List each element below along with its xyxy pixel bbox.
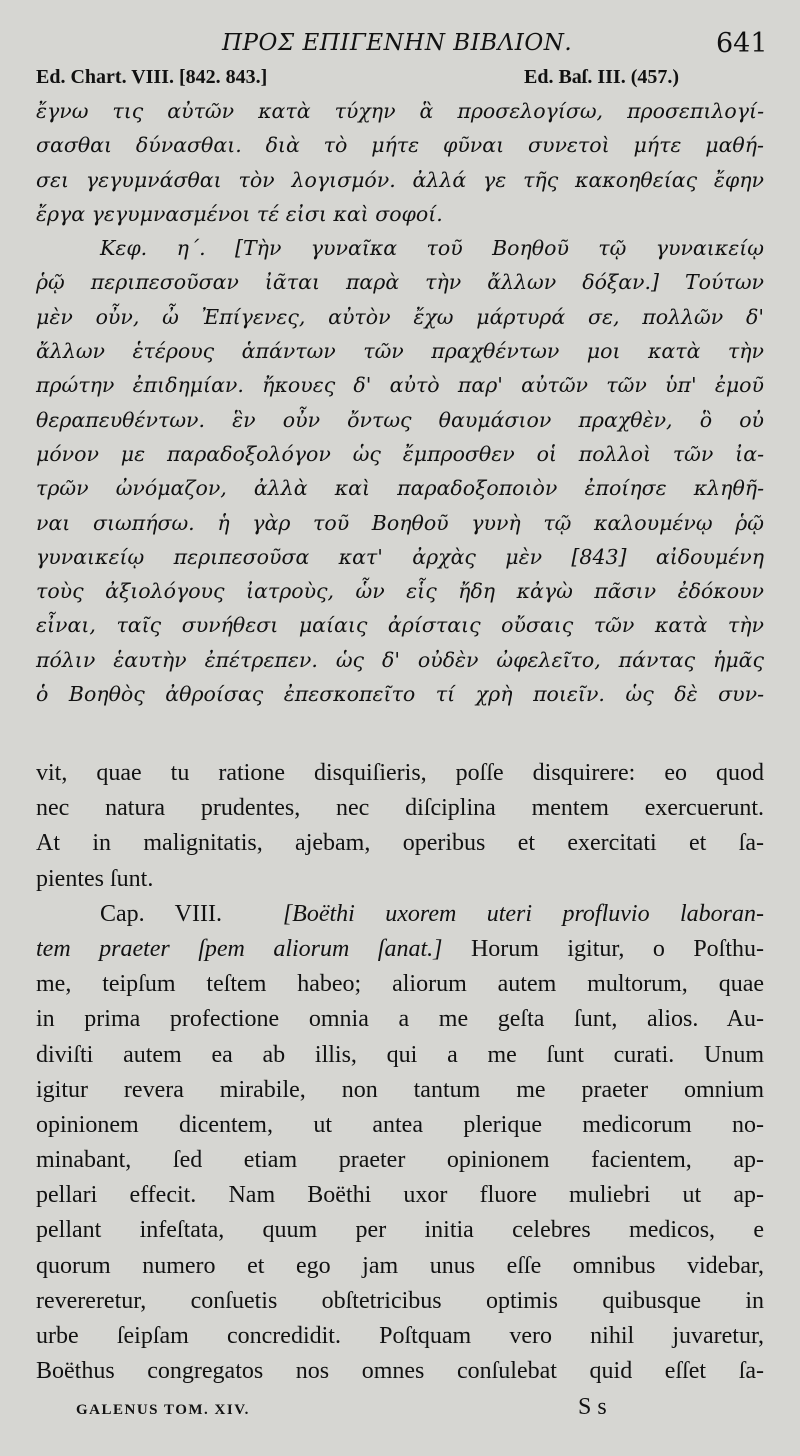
latin-line: diviſti autem ea ab illis, qui a me ſunt curati. Unum <box>36 1041 764 1068</box>
latin-line: in prima profectione omnia a me geſta ſunt, alios. Au- <box>36 1006 764 1033</box>
greek-line: ῥῷ περιπεσοῦσαν ἰᾶται παρὰ τὴν ἄλλων δόξαν.] Τούτων <box>36 270 764 295</box>
greek-line: μόνον με παραδοξολόγον ὡς ἔμπροσθεν οἱ πολλοὶ τῶν ἰα- <box>36 441 764 466</box>
edition-chart-reference: Ed. Chart. VIII. [842. 843.] <box>36 66 268 88</box>
greek-line: μὲν οὖν, ὦ Ἐπίγενες, αὐτὸν ἔχω μάρτυρά σε, πολλῶν δ' <box>36 304 764 329</box>
greek-line: πόλιν ἑαυτὴν ἐπέτρεπεν. ὡς δ' οὐδὲν ὠφελεῖτο, πάντας ἡμᾶς <box>36 647 764 672</box>
greek-line: σασθαι δύνασθαι. διὰ τὸ μήτε φῦναι συνετοὶ μήτε μαθή- <box>36 133 764 158</box>
chapter-summary-cont: tem praeter ſpem aliorum ſanat.] <box>36 935 443 962</box>
latin-line: me, teipſum teſtem habeo; aliorum autem multorum, quae <box>36 971 764 998</box>
greek-line: ἔργα γεγυμνασμένοι τέ εἰσι καὶ σοφοί. <box>36 201 443 226</box>
edition-basel-reference: Ed. Baſ. III. (457.) <box>524 66 680 88</box>
chapter-summary: [Boëthi uxorem uteri profluvio laboran- <box>282 900 764 927</box>
greek-line: γυναικείῳ περιπεσοῦσα κατ' ἀρχὰς μὲν [843] αἰδουμένη <box>36 544 764 569</box>
latin-line: urbe ſeipſam concredidit. Poſtquam vero nihil juvaretur, <box>36 1323 764 1349</box>
latin-line-text: Horum igitur, o Poſthu- <box>470 935 765 962</box>
latin-line: pientes ſunt. <box>36 865 154 892</box>
chapter-label: Cap. VIII. <box>100 900 222 927</box>
footer-volume-line: GALENUS TOM. XIV. <box>76 1402 250 1418</box>
greek-line: θεραπευθέντων. ἓν οὖν ὄντως θαυμάσιον πραχθὲν, ὃ οὐ <box>36 407 764 432</box>
latin-line: minabant, ſed etiam praeter opinionem facientem, ap- <box>36 1147 764 1174</box>
latin-line: revereretur, conſuetis obſtetricibus optimis quibusque in <box>36 1287 764 1314</box>
latin-chapter-heading-line <box>36 897 764 932</box>
greek-line: πρώτην ἐπιδημίαν. ἤκουες δ' αὐτὸ παρ' αὐτῶν τῶν ὑπ' ἐμοῦ <box>36 373 764 398</box>
greek-line: ἄλλων ἑτέρους ἁπάντων τῶν πραχθέντων μοι κατὰ τὴν <box>36 339 764 364</box>
latin-line: pellant infeſtata, quum per initia celebres medicos, e <box>36 1217 764 1244</box>
greek-line: σει γεγυμνάσθαι τὸν λογισμόν. ἀλλά γε τῆς κακοηθείας ἔφην <box>36 167 764 192</box>
latin-line: quorum numero et ego jam unus eſſe omnibus videbar, <box>36 1252 764 1279</box>
latin-line: nec natura prudentes, nec diſciplina mentem exercuerunt. <box>36 795 764 822</box>
signature-mark: S s <box>578 1394 607 1420</box>
page-number: 641 <box>716 28 768 59</box>
latin-line: vit, quae tu ratione disquiſieris, poſſe disquirere: eo quod <box>36 760 764 786</box>
greek-line: ναι σιωπήσω. ἡ γὰρ τοῦ Βοηθοῦ γυνὴ τῷ καλουμένῳ ῥῷ <box>36 510 764 535</box>
latin-line: igitur revera mirabile, non tantum me praeter omnium <box>36 1076 764 1103</box>
greek-line: εἶναι, ταῖς συνήθεσι μαίαις ἀρίσταις οὔσαις τῶν κατὰ τὴν <box>36 613 764 638</box>
greek-chapter-heading-line: Κεφ. η΄. [Τὴν γυναῖκα τοῦ Βοηθοῦ τῷ γυναικείῳ <box>100 236 764 261</box>
latin-line: Boëthus congregatos nos omnes conſulebat quid eſſet ſa- <box>36 1358 764 1385</box>
greek-line: τοὺς ἀξιολόγους ἰατροὺς, ὧν εἷς ἤδη κἀγὼ πᾶσιν ἐδόκουν <box>36 579 764 604</box>
greek-line: ἔγνω τις αὐτῶν κατὰ τύχην ἃ προσελογίσω, προσεπιλογί- <box>36 99 764 123</box>
latin-line: pellari effecit. Nam Boëthi uxor fluore muliebri ut ap- <box>36 1182 764 1209</box>
latin-line: At in malignitatis, ajebam, operibus et exercitati et ſa- <box>36 830 764 857</box>
running-title: ΠΡΟΣ ΕΠΙΓΕΝΗΝ ΒΙΒΛΙΟΝ. <box>222 30 573 56</box>
latin-line <box>36 932 764 967</box>
greek-text-block <box>36 94 764 711</box>
latin-line: opinionem dicentem, ut antea plerique medicorum no- <box>36 1111 764 1138</box>
greek-line: ὁ Βοηθὸς ἀθροίσας ἐπεσκοπεῖτο τί χρὴ ποιεῖν. ὡς δὲ συν- <box>36 682 764 707</box>
latin-text-block <box>36 756 764 1389</box>
greek-line: τρῶν ὠνόμαζον, ἀλλὰ καὶ παραδοξοποιὸν ἐποίησε κληθῆ- <box>36 476 764 501</box>
